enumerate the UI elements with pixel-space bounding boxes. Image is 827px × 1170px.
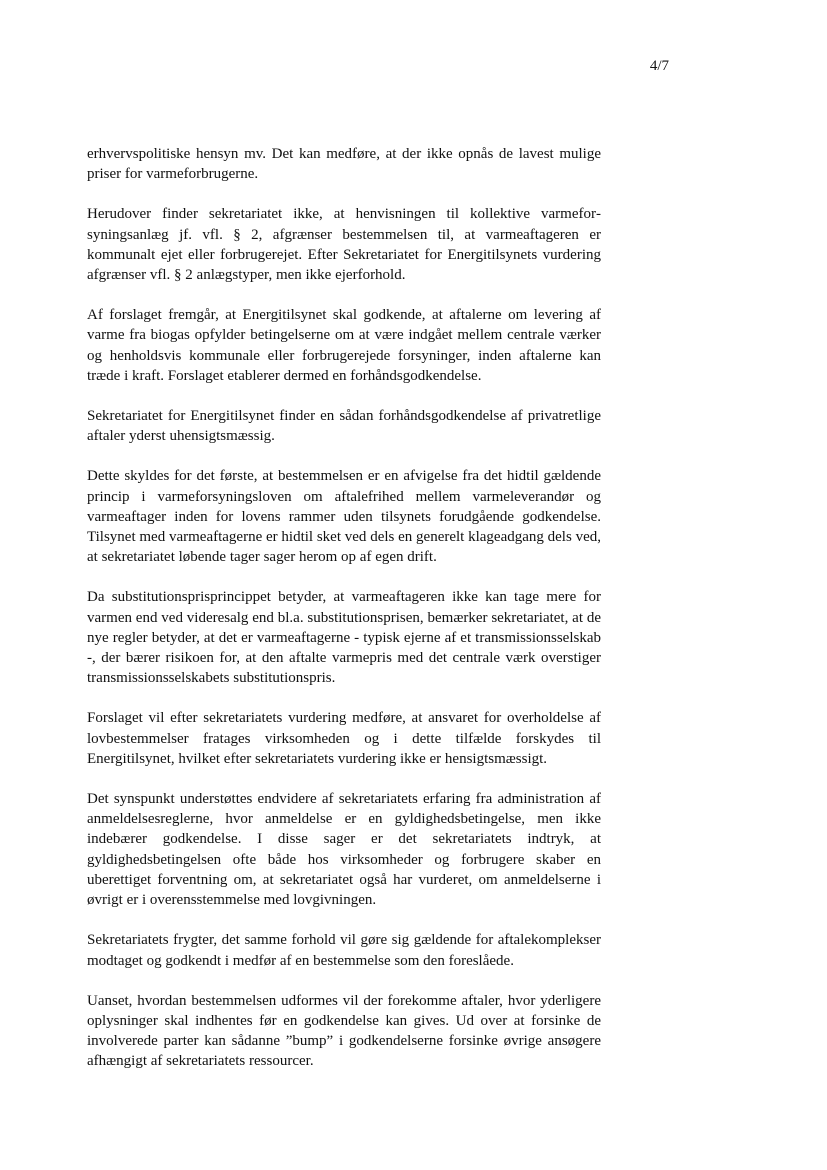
paragraph: Sekretariatet for Energitilsynet finder en sådan forhåndsgodkendelse af privatretlige aftaler yderst uhensigtsmæssig. (87, 408, 601, 445)
paragraph: Herudover finder sekretariatet ikke, at henvisningen til kollektive varmeforsyningsanlæg jf. vfl. § 2, afgrænser bestemmelsen til, at varmeaftageren er kommunalt ejet eller forbrugerejet. Efter Sekretariatet for Energitilsynets vurdering afgrænser vfl. § 2 anlægstyper, men ikke ejerforhold. (87, 206, 601, 284)
document-body (87, 144, 601, 1092)
paragraph: Dette skyldes for det første, at bestemmelsen er en afvigelse fra det hidtil gældende princip i varmeforsyningsloven om aftalefrihed mellem varmeleverandør og varmeaftager inden for lovens rammer uden tilsynets forudgående godkendelse. Tilsynet med varmeaftagerne er hidtil sket ved dels en generelt klageadgang dels ved, at sekretariatet løbende tager sager herom op af egen drift. (87, 468, 601, 566)
paragraph: erhvervspolitiske hensyn mv. Det kan medføre, at der ikke opnås de lavest mulige priser for varmeforbrugerne. (87, 146, 601, 183)
paragraph: Sekretariatets frygter, det samme forhold vil gøre sig gældende for aftalekomplekser modtaget og godkendt i medfør af en bestemmelse som den foreslåede. (87, 932, 601, 969)
page-number: 4/7 (649, 58, 669, 74)
paragraph: Det synspunkt understøttes endvidere af sekretariatets erfaring fra administration af anmeldelsesreglerne, hvor anmeldelse er en gyldighedsbetingelse, men ikke indebærer godkendelse. I disse sager er det sekretariatets indtryk, at gyldighedsbetingelsen ofte både hos virksomheder og forbrugere skaber en uberettiget forventning om, at sekretariatet også har vurderet, om anmeldelserne i øvrigt er i overensstemmelse med lovgivningen. (87, 791, 601, 909)
paragraph: Af forslaget fremgår, at Energitilsynet skal godkende, at aftalerne om levering af varme fra biogas opfylder betingelserne om at være indgået mellem centrale værker og henholdsvis kommunale eller forbrugerejede forsyninger, inden aftalerne kan træde i kraft. Forslaget etablerer dermed en forhåndsgodkendelse. (87, 307, 601, 384)
paragraph: Forslaget vil efter sekretariatets vurdering medføre, at ansvaret for overholdelse af lovbestemmelser fratages virksomheden og i dette tilfælde forskydes til Energitilsynet, hvilket efter sekretariatets vurdering ikke er hensigtsmæssigt. (87, 710, 601, 767)
paragraph: Uanset, hvordan bestemmelsen udformes vil der forekomme aftaler, hvor yderligere oplysninger skal indhentes før en godkendelse kan gives. Ud over at forsinke de involverede parter kan sådanne ”bump” i godkendelserne forsinke øvrige ansøgere afhængigt af sekretariatets ressourcer. (87, 992, 601, 1070)
paragraph: Da substitutionsprisprincippet betyder, at varmeaftageren ikke kan tage mere for varmen end ved videresalg end bl.a. substitutionsprisen, bemærker sekretariatet, at de nye regler betyder, at det er varmeaftagerne - typisk ejerne af et transmissionsselskab -, der bærer risikoen for, at den aftalte varmepris med det centrale værk overstiger transmissionsselskabets substitutionspris. (87, 589, 601, 687)
